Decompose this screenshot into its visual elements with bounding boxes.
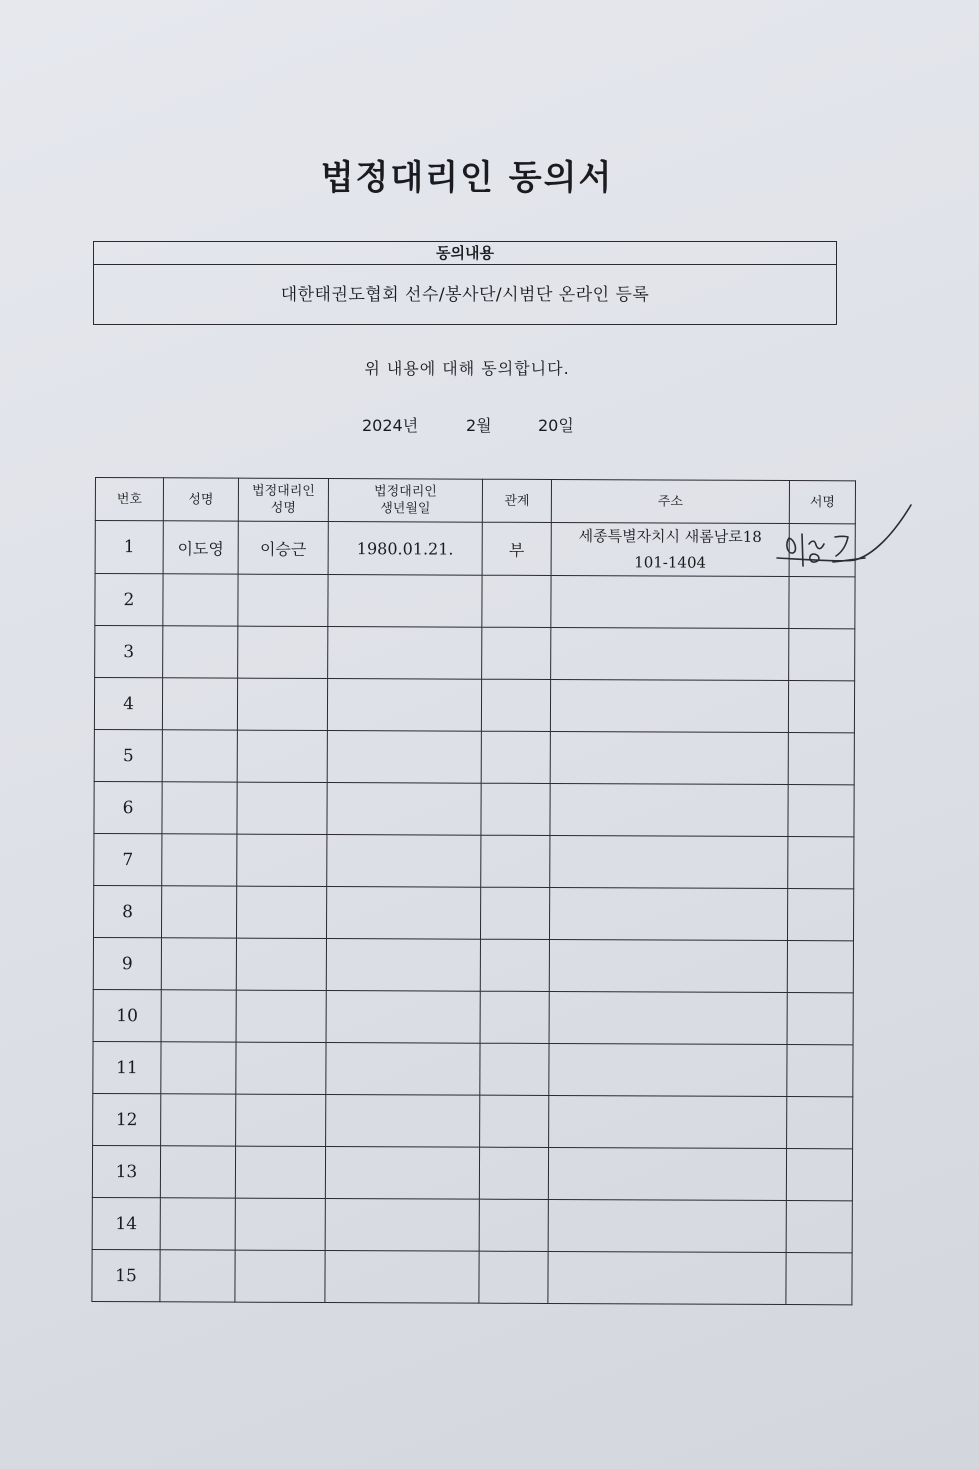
cell-relation [481, 783, 550, 835]
cell-guardian-name [237, 834, 327, 886]
address-line-1 [549, 1121, 786, 1122]
table-row [94, 678, 854, 733]
address-line-1: 세종특별자치시 새롬남로18 [578, 527, 762, 546]
cell-number: 7 [94, 833, 162, 885]
cell-number: 15 [92, 1249, 160, 1301]
cell-guardian-birth [326, 1095, 480, 1148]
cell-address [548, 1251, 786, 1304]
cell-address [551, 627, 789, 680]
cell-guardian-name [235, 1198, 325, 1250]
cell-guardian-birth [327, 679, 481, 732]
address-line-1 [551, 757, 788, 758]
cell-number: 2 [95, 574, 163, 626]
cell-guardian-name [236, 1042, 326, 1094]
address-line-1 [549, 1225, 786, 1226]
cell-relation [479, 1251, 548, 1303]
cell-number: 5 [94, 729, 162, 781]
cell-signature [788, 785, 854, 837]
cell-guardian-birth [326, 939, 480, 992]
cell-relation [481, 835, 550, 887]
cell-guardian-name [236, 886, 326, 938]
header-guardian-name [238, 478, 328, 521]
cell-guardian-name [235, 1146, 325, 1198]
cell-minor-name [162, 782, 237, 834]
date-month: 2월 [466, 416, 492, 435]
cell-guardian-name [236, 938, 326, 990]
cell-number: 1 [95, 521, 163, 574]
cell-address [549, 1043, 787, 1096]
address-line-1 [550, 965, 787, 966]
cell-guardian-birth [327, 835, 481, 888]
cell-minor-name [161, 1094, 236, 1146]
header-name: 성명 [163, 478, 238, 521]
cell-relation [479, 1147, 548, 1199]
cell-guardian-birth [327, 731, 481, 784]
cell-relation [480, 1043, 549, 1095]
cell-guardian-birth [328, 627, 482, 680]
cell-minor-name [162, 730, 237, 782]
cell-guardian-name [235, 1250, 325, 1302]
cell-address [550, 731, 788, 784]
cell-number: 10 [93, 989, 161, 1041]
address-line-2 [550, 1017, 787, 1018]
cell-address [550, 835, 788, 888]
cell-address [551, 522, 789, 576]
cell-guardian-birth [325, 1251, 479, 1304]
cell-minor-name [160, 1198, 235, 1250]
address-line-1 [551, 653, 788, 654]
cell-guardian-name [238, 626, 328, 678]
cell-guardian-birth [325, 1199, 479, 1252]
cell-signature [787, 1097, 853, 1149]
date-day: 20일 [538, 416, 574, 435]
cell-relation [480, 1095, 549, 1147]
cell-signature [789, 577, 855, 629]
header-address: 주소 [551, 479, 789, 523]
header-guardian-name-line1: 법정대리인 [252, 483, 315, 499]
table-row [93, 885, 853, 940]
address-line-2 [551, 809, 788, 810]
cell-address [548, 1199, 786, 1252]
address-line-1 [550, 1017, 787, 1018]
cell-relation [482, 627, 551, 679]
guardian-registration-table [91, 477, 856, 1305]
header-guardian-birth-line1: 법정대리인 [373, 484, 437, 500]
cell-address [549, 1095, 787, 1148]
date-year: 2024년 [362, 416, 419, 435]
cell-signature [787, 1045, 853, 1097]
table-row [94, 833, 854, 888]
cell-address [549, 939, 787, 992]
address-line-2 [550, 965, 787, 966]
cell-guardian-name [238, 574, 328, 626]
cell-number: 4 [94, 678, 162, 730]
address-line-2 [551, 757, 788, 758]
cell-signature [786, 1201, 852, 1253]
cell-guardian-birth [327, 783, 481, 836]
cell-number: 9 [93, 937, 161, 989]
address-line-2 [549, 1225, 786, 1226]
address-line-2 [549, 1069, 786, 1070]
table-row [92, 1145, 852, 1200]
cell-guardian-name [236, 990, 326, 1042]
cell-guardian-birth: 1980.01.21. [328, 522, 482, 576]
table-row [95, 574, 855, 629]
header-relation: 관계 [482, 479, 551, 522]
address-line-2 [551, 601, 788, 602]
cell-signature [786, 1149, 852, 1201]
cell-guardian-name: 이승근 [238, 521, 328, 574]
table-body [92, 521, 855, 1305]
address-line-1 [551, 809, 788, 810]
address-line-2 [549, 1277, 786, 1278]
cell-signature [788, 681, 854, 733]
address-line-1 [550, 913, 787, 914]
address-line-1 [551, 601, 788, 602]
cell-minor-name [161, 990, 236, 1042]
cell-guardian-birth [326, 991, 480, 1044]
cell-address [549, 991, 787, 1044]
header-guardian-birth [328, 479, 482, 523]
cell-signature [786, 1253, 852, 1305]
cell-guardian-name [236, 1094, 326, 1146]
cell-guardian-name [237, 782, 327, 834]
cell-number: 11 [93, 1041, 161, 1093]
consent-header: 동의내용 [94, 242, 836, 265]
cell-relation: 부 [482, 522, 551, 575]
cell-signature [789, 629, 855, 681]
cell-address [549, 887, 787, 940]
cell-guardian-name [237, 678, 327, 730]
cell-minor-name [162, 678, 237, 730]
cell-relation [481, 679, 550, 731]
cell-relation [481, 731, 550, 783]
table-row [93, 1041, 853, 1096]
address-line-1 [550, 861, 787, 862]
cell-relation [480, 991, 549, 1043]
cell-address [551, 575, 789, 628]
cell-relation [479, 1199, 548, 1251]
table-row [94, 729, 854, 784]
address-line-1 [549, 1069, 786, 1070]
address-line-1 [549, 1173, 786, 1174]
cell-minor-name [163, 626, 238, 678]
table-row [93, 1093, 853, 1148]
cell-relation [480, 887, 549, 939]
cell-signature [787, 993, 853, 1045]
cell-signature [787, 941, 853, 993]
cell-number: 3 [95, 626, 163, 678]
cell-guardian-birth [326, 1043, 480, 1096]
address-line-2: 101-1404 [634, 553, 707, 572]
cell-minor-name [160, 1250, 235, 1302]
cell-number: 14 [92, 1197, 160, 1249]
cell-number: 6 [94, 781, 162, 833]
table-row [95, 626, 855, 681]
cell-number: 8 [93, 885, 161, 937]
table-row [93, 937, 853, 992]
address-line-2 [549, 1121, 786, 1122]
header-guardian-name-line2: 성명 [270, 500, 296, 516]
cell-guardian-name [237, 730, 327, 782]
address-line-2 [551, 705, 788, 706]
table-row [95, 521, 855, 577]
address-line-2 [550, 913, 787, 914]
address-line-1 [549, 1277, 786, 1278]
address-line-2 [549, 1173, 786, 1174]
cell-minor-name [161, 1042, 236, 1094]
cell-signature [788, 733, 854, 785]
table-row [92, 1197, 852, 1252]
table-row [94, 781, 854, 836]
table-row [93, 989, 853, 1044]
address-line-2 [550, 861, 787, 862]
cell-signature [787, 889, 853, 941]
cell-number: 12 [93, 1093, 161, 1145]
header-guardian-birth-line2: 생년월일 [380, 501, 431, 517]
cell-guardian-birth [328, 575, 482, 628]
cell-signature [788, 837, 854, 889]
cell-relation [482, 575, 551, 627]
cell-guardian-birth [325, 1147, 479, 1200]
consent-content: 대한태권도협회 선수/봉사단/시범단 온라인 등록 [280, 285, 650, 305]
table-row [92, 1249, 852, 1304]
cell-minor-name [161, 938, 236, 990]
cell-address [550, 783, 788, 836]
document-title: 법정대리인 동의서 [320, 158, 614, 198]
handwritten-signature [775, 500, 915, 575]
cell-relation [480, 939, 549, 991]
table-header-row [95, 478, 855, 524]
address-line-1 [551, 705, 788, 706]
cell-number: 13 [92, 1145, 160, 1197]
cell-address [548, 1147, 786, 1200]
cell-minor-name: 이도영 [163, 521, 238, 574]
address-line-2 [551, 653, 788, 654]
cell-minor-name [163, 574, 238, 626]
consent-box [93, 241, 837, 325]
header-number: 번호 [95, 478, 163, 521]
cell-guardian-birth [326, 887, 480, 940]
header-signature: 서명 [789, 481, 855, 524]
cell-minor-name [162, 834, 237, 886]
cell-address [550, 679, 788, 732]
cell-minor-name [160, 1146, 235, 1198]
cell-minor-name [161, 886, 236, 938]
agreement-statement: 위 내용에 대해 동의합니다. [364, 359, 570, 378]
